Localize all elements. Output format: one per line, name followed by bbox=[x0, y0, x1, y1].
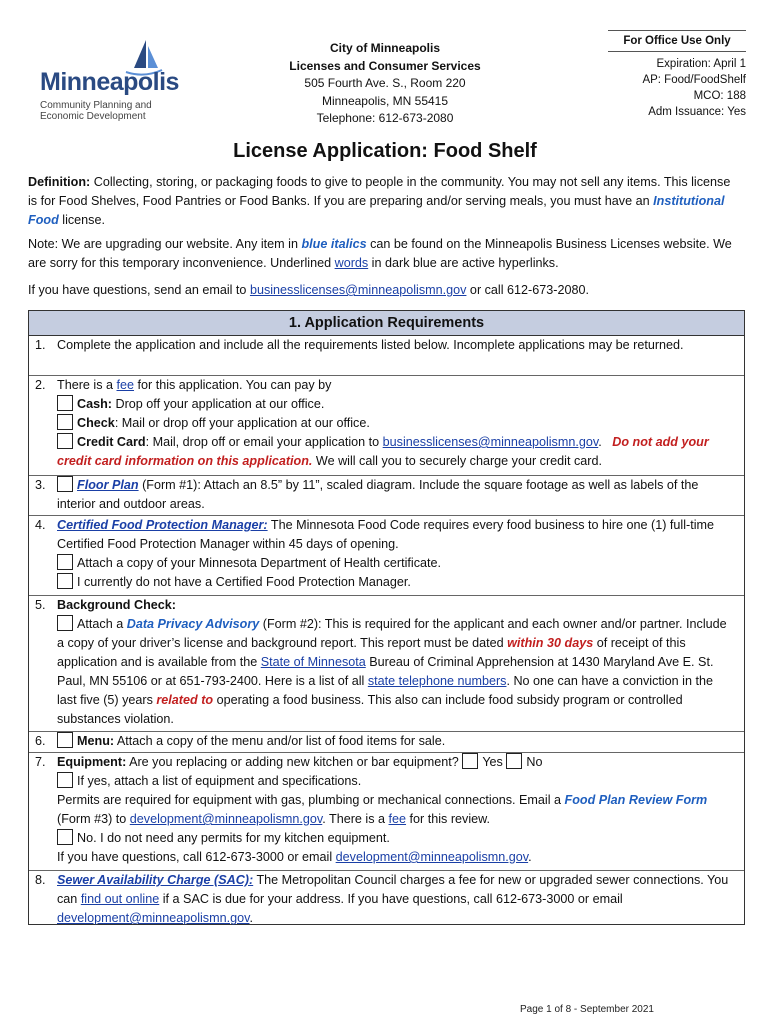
logo-wordmark: Minneapolis bbox=[40, 68, 179, 96]
item-number: 4. bbox=[35, 518, 46, 532]
city-address-block bbox=[270, 40, 500, 128]
find-out-online-link[interactable]: find out online bbox=[80, 892, 160, 906]
requirement-item-6 bbox=[29, 732, 744, 753]
office-use-block bbox=[608, 30, 746, 120]
note-text: can be found on the Minneapolis Business Licenses website. We are sorry for this temporary inconvenience. Underlined bbox=[28, 237, 732, 270]
department-name: Licenses and Consumer Services bbox=[289, 58, 481, 73]
cfpm-link[interactable]: Certified Food Protection Manager: bbox=[57, 518, 268, 532]
development-email-link[interactable]: development@minneapolismn.gov bbox=[57, 911, 250, 925]
item-number: 2. bbox=[35, 378, 46, 392]
equipment-label: Equipment: bbox=[57, 755, 127, 769]
adm-issuance: Adm Issuance: Yes bbox=[648, 106, 746, 118]
sac-text: . bbox=[249, 911, 253, 925]
eq-text: . There is a bbox=[322, 812, 389, 826]
bg-text: of receipt of this application and is available from the bbox=[57, 636, 686, 669]
requirement-item-4 bbox=[29, 516, 744, 596]
section-header: 1. Application Requirements bbox=[29, 311, 744, 336]
requirement-item-5 bbox=[29, 596, 744, 732]
review-fee-link[interactable]: fee bbox=[388, 812, 407, 826]
definition-label: Definition: bbox=[28, 175, 91, 189]
equipment-yes-checkbox[interactable] bbox=[462, 753, 478, 769]
check-checkbox[interactable] bbox=[57, 414, 73, 430]
definition-text: Collecting, storing, or packaging foods to give to people in the community. You may not sell any items. This license is for Food Shelves, Food Pantries or Food Banks. If you are preparing and/or serving meals, you must have an bbox=[28, 175, 731, 208]
requirement-item-8 bbox=[29, 871, 744, 930]
contact-text: If you have questions, send an email to bbox=[28, 283, 250, 297]
bg-text: Attach a bbox=[77, 617, 127, 631]
cfpm-none-checkbox[interactable] bbox=[57, 573, 73, 589]
credit-card-label: Credit Card bbox=[77, 435, 146, 449]
equipment-list-checkbox[interactable] bbox=[57, 772, 73, 788]
eq-text: If you have questions, call 612-673-3000 or email bbox=[57, 850, 336, 864]
requirement-item-3 bbox=[29, 476, 744, 516]
office-use-title: For Office Use Only bbox=[608, 30, 746, 52]
cfpm-option: Attach a copy of your Minnesota Department of Health certificate. bbox=[77, 556, 442, 570]
equipment-option: If yes, attach a list of equipment and specifications. bbox=[77, 774, 362, 788]
development-email-link[interactable]: development@minneapolismn.gov bbox=[129, 812, 323, 826]
expiration: Expiration: April 1 bbox=[656, 58, 746, 70]
item-text: Complete the application and include all the requirements listed below. Incomplete applications may be returned. bbox=[57, 338, 684, 352]
bg-text: operating a food business. This also can include food subsidy program or controlled substances violation. bbox=[57, 693, 683, 726]
city-state-zip: Minneapolis, MN 55415 bbox=[321, 93, 449, 108]
contact-email-link[interactable]: businesslicenses@minneapolismn.gov bbox=[249, 283, 467, 297]
item-number: 6. bbox=[35, 734, 46, 748]
ap-code: AP: Food/FoodShelf bbox=[642, 74, 746, 86]
eq-text: . bbox=[528, 850, 532, 864]
item-number: 3. bbox=[35, 478, 46, 492]
background-check-label: Background Check: bbox=[57, 598, 176, 612]
item-number: 8. bbox=[35, 873, 46, 887]
floor-plan-checkbox[interactable] bbox=[57, 476, 73, 492]
item-text: There is a bbox=[57, 378, 117, 392]
contact-paragraph bbox=[28, 281, 738, 300]
telephone: Telephone: 612-673-2080 bbox=[316, 111, 454, 125]
no-permits-checkbox[interactable] bbox=[57, 829, 73, 845]
check-label: Check bbox=[77, 416, 115, 430]
page-title: License Application: Food Shelf bbox=[233, 140, 537, 162]
cash-checkbox[interactable] bbox=[57, 395, 73, 411]
page-footer: Page 1 of 8 - September 2021 bbox=[520, 1004, 654, 1015]
cfpm-certificate-checkbox[interactable] bbox=[57, 554, 73, 570]
credit-card-end: We will call you to securely charge your credit card. bbox=[312, 454, 602, 468]
note-paragraph bbox=[28, 235, 738, 273]
sac-text: if a SAC is due for your address. If you have questions, call 612-673-3000 or email bbox=[159, 892, 623, 906]
cfpm-text: The Minnesota Food Code requires every food business to hire one (1) full-time Certified Food Protection Manager within 45 days of opening. bbox=[57, 518, 714, 551]
food-plan-review-link[interactable]: Food Plan Review Form bbox=[564, 793, 708, 807]
floor-plan-link[interactable]: Floor Plan bbox=[77, 478, 139, 492]
development-email-link[interactable]: development@minneapolismn.gov bbox=[335, 850, 529, 864]
sac-text: The Metropolitan Council charges a fee for new or upgraded sewer connections. You can bbox=[57, 873, 729, 906]
institutional-food-link[interactable]: Institutional Food bbox=[28, 194, 725, 227]
note-blue-italics: blue italics bbox=[301, 237, 367, 251]
cfpm-option: I currently do not have a Certified Food Protection Manager. bbox=[77, 575, 411, 589]
eq-text: (Form #3) to bbox=[57, 812, 130, 826]
cash-text: Drop off your application at our office. bbox=[112, 397, 325, 411]
menu-checkbox[interactable] bbox=[57, 732, 73, 748]
equipment-question: Are you replacing or adding new kitchen or bar equipment? bbox=[126, 755, 459, 769]
address-line: 505 Fourth Ave. S., Room 220 bbox=[304, 76, 466, 90]
floor-plan-text: (Form #1): Attach an 8.5” by 11”, scaled diagram. Include the square footage as well as labels of the interior and outdoor areas. bbox=[57, 478, 699, 511]
contact-phone: or call 612-673-2080. bbox=[466, 283, 589, 297]
menu-text: Attach a copy of the menu and/or list of food items for sale. bbox=[114, 734, 446, 748]
bg-text: (Form #2): This is required for the applicant and each owner and/or partner. Include a copy of your driver’s license and background report. This report must be dated bbox=[57, 617, 727, 650]
requirement-item-1 bbox=[29, 336, 744, 376]
cash-label: Cash: bbox=[77, 397, 112, 411]
equipment-no-checkbox[interactable] bbox=[506, 753, 522, 769]
state-telephone-link[interactable]: state telephone numbers bbox=[367, 674, 507, 688]
eq-text: for this review. bbox=[406, 812, 491, 826]
requirements-table bbox=[28, 310, 745, 925]
bg-within-30-days: within 30 days bbox=[507, 636, 594, 650]
mco-code: MCO: 188 bbox=[693, 90, 746, 102]
bg-text: Bureau of Criminal Apprehension at 1430 Maryland Ave E. St. Paul, MN 55106 or at 651-793-2400. Here is a list of all bbox=[57, 655, 714, 688]
definition-end: license. bbox=[58, 213, 105, 227]
credit-card-email-link[interactable]: businesslicenses@minneapolismn.gov bbox=[382, 435, 599, 449]
logo-subtitle bbox=[40, 100, 180, 122]
minneapolis-logo bbox=[38, 38, 178, 128]
fee-link[interactable]: fee bbox=[116, 378, 135, 392]
sac-link[interactable]: Sewer Availability Charge (SAC): bbox=[57, 873, 254, 887]
item-number: 7. bbox=[35, 755, 46, 769]
item-number: 5. bbox=[35, 598, 46, 612]
credit-card-warning: Do not add your credit card information on this application. bbox=[57, 435, 709, 468]
logo-subtitle-line: Economic Development bbox=[40, 111, 146, 122]
item-number: 1. bbox=[35, 338, 46, 352]
state-of-minnesota-link[interactable]: State of Minnesota bbox=[260, 655, 366, 669]
credit-card-checkbox[interactable] bbox=[57, 433, 73, 449]
bg-text: . No one can have a conviction in the last five (5) years bbox=[57, 674, 713, 707]
logo-subtitle-line: Community Planning and bbox=[40, 100, 152, 111]
yes-label: Yes bbox=[482, 755, 503, 769]
bg-related-to: related to bbox=[156, 693, 214, 707]
menu-label: Menu: bbox=[77, 734, 115, 748]
data-privacy-advisory-link[interactable]: Data Privacy Advisory bbox=[126, 617, 260, 631]
equipment-option: No. I do not need any permits for my kitchen equipment. bbox=[77, 831, 390, 845]
requirement-item-2: 2. There is a fee for this application. You can pay by Cash: Drop off your application at our office. Check: Mail or drop off your application at our office. Credit Card: Mail, drop off or email your application to businesslicenses@minneapolismn.gov. Do not add your credit card information on this application. We will call you to securely charge your credit card. bbox=[29, 376, 744, 476]
note-text: Note: We are upgrading our website. Any item in bbox=[28, 237, 302, 251]
definition-paragraph bbox=[28, 173, 738, 230]
credit-card-text: : Mail, drop off or email your application to bbox=[145, 435, 383, 449]
background-check-checkbox[interactable] bbox=[57, 615, 73, 631]
item-text: for this application. You can pay by bbox=[134, 378, 332, 392]
no-label: No bbox=[526, 755, 543, 769]
note-text: in dark blue are active hyperlinks. bbox=[368, 256, 559, 270]
check-text: : Mail or drop off your application at our office. bbox=[114, 416, 370, 430]
requirement-item-7 bbox=[29, 753, 744, 871]
note-words-link[interactable]: words bbox=[334, 256, 369, 270]
city-name: City of Minneapolis bbox=[329, 41, 440, 55]
eq-text: Permits are required for equipment with gas, plumbing or mechanical connections. Email a bbox=[57, 793, 565, 807]
